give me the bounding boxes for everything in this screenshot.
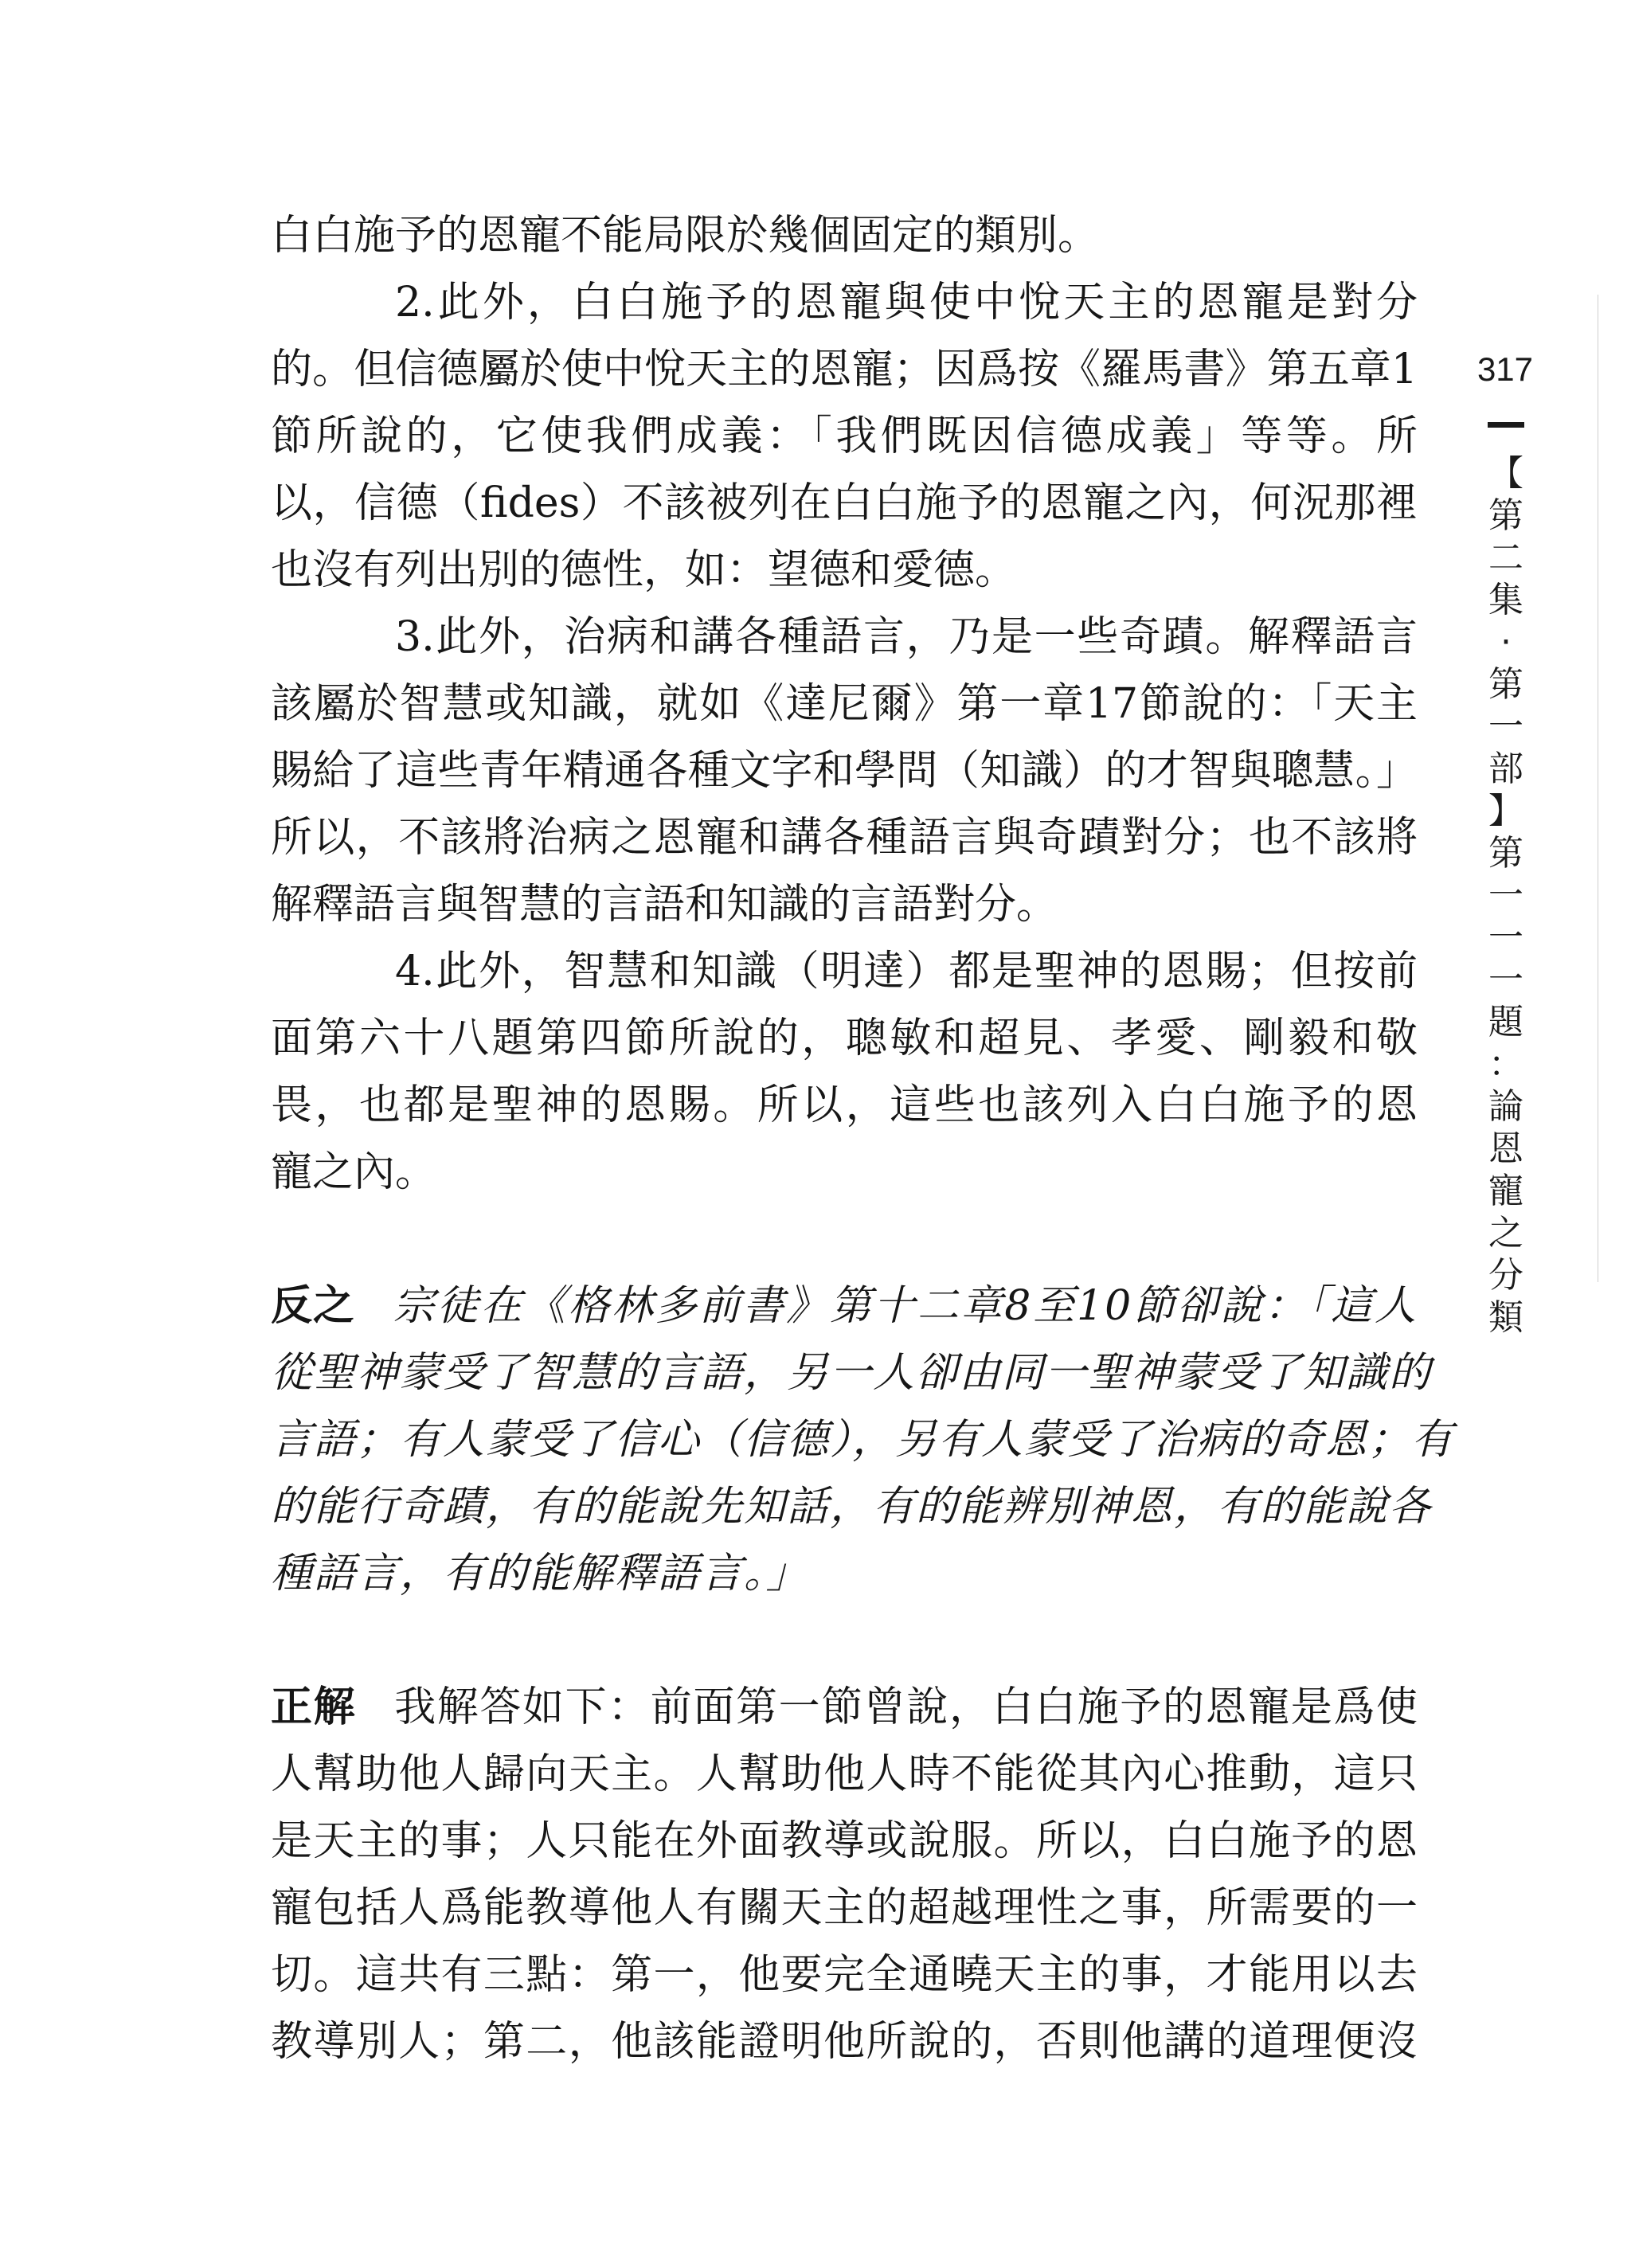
running-head-char: 題 — [1488, 1002, 1523, 1042]
running-head-char: 部 — [1488, 749, 1523, 789]
running-head-char: 第 — [1488, 495, 1523, 536]
running-head-char: 一 — [1488, 706, 1523, 747]
text-line: 賜給了這些青年精通各種文字和學問（知識）的才智與聰慧。」 — [271, 747, 1418, 795]
running-head-char: 之 — [1488, 1213, 1523, 1253]
running-head-char: 集 — [1488, 580, 1523, 620]
text-line: 的。但信德屬於使中悅天主的恩寵；因爲按《羅馬書》第五章1 — [271, 346, 1418, 393]
running-head-char: · — [1500, 622, 1512, 663]
running-head-char: 恩 — [1488, 1128, 1523, 1169]
page-number: 317 — [1477, 350, 1534, 388]
text-line: 白白施予的恩寵不能局限於幾個固定的類別。 — [271, 212, 1100, 260]
section-label-on-the-contrary: 反之 — [271, 1282, 355, 1330]
text-line: 寵包括人爲能教導他人有關天主的超越理性之事，所需要的一 — [271, 1884, 1418, 1932]
text-line: 是天主的事；人只能在外面教導或說服。所以，白白施予的恩 — [271, 1817, 1418, 1865]
running-head-char: 一 — [1488, 917, 1523, 958]
paragraph-gap — [271, 1206, 1418, 1273]
text-line: 教導別人；第二，他該能證明他所說的，否則他講的道理便沒 — [271, 2018, 1418, 2066]
running-head-char: 一 — [1488, 960, 1523, 1000]
section-label-answer: 正解 — [271, 1683, 357, 1731]
quote-text: 宗徒在《格林多前書》第十二章8至10節卻說：「這人 — [393, 1282, 1418, 1330]
running-head-char: 第 — [1488, 664, 1523, 705]
running-head-char: 一 — [1488, 875, 1523, 916]
text-line: 所以，不該將治病之恩寵和講各種語言與奇蹟對分；也不該將 — [271, 814, 1418, 862]
text-line-labeled — [271, 1273, 1418, 1339]
text-line: 3.此外，治病和講各種語言，乃是一些奇蹟。解釋語言 — [395, 613, 1418, 661]
running-head-char: 二 — [1488, 538, 1523, 578]
quote-line: 種語言，有的能解釋語言。」 — [271, 1550, 810, 1597]
text-line-labeled — [271, 1674, 1418, 1741]
text-line: 人幫助他人歸向天主。人幫助他人時不能從其內心推動，這只 — [271, 1750, 1418, 1798]
body-text — [271, 202, 1455, 2075]
text-line: 寵之內。 — [271, 1148, 437, 1196]
page-number-rule — [1488, 422, 1524, 428]
text-line: 4.此外，智慧和知識（明達）都是聖神的恩賜；但按前 — [395, 948, 1418, 995]
quote-line: 的能行奇蹟，有的能說先知話，有的能辨別神恩，有的能說各 — [271, 1483, 1433, 1531]
text-line: 2.此外，白白施予的恩寵與使中悅天主的恩寵是對分 — [395, 279, 1418, 327]
running-head-char: 】 — [1488, 791, 1523, 831]
text-line: 面第六十八題第四節所說的，聰敏和超見、孝愛、剛毅和敬 — [271, 1015, 1418, 1062]
running-head-char: 【 — [1488, 453, 1523, 494]
text-line: 切。這共有三點：第一，他要完全通曉天主的事，才能用以去 — [271, 1951, 1418, 1999]
paragraph-gap — [271, 1607, 1418, 1674]
quote-line: 言語；有人蒙受了信心（信德），另有人蒙受了治病的奇恩；有 — [271, 1416, 1455, 1464]
running-head — [1480, 452, 1532, 1339]
answer-text: 我解答如下：前面第一節曾說，白白施予的恩寵是爲使 — [394, 1683, 1418, 1731]
text-line: 節所說的，它使我們成義：「我們既因信德成義」等等。所 — [271, 413, 1418, 460]
quote-line: 從聖神蒙受了智慧的言語，另一人卻由同一聖神蒙受了知識的 — [271, 1349, 1433, 1397]
text-line: 解釋語言與智慧的言語和知識的言語對分。 — [271, 881, 1058, 929]
running-head-char: 分 — [1488, 1255, 1523, 1296]
running-head-char: 第 — [1488, 833, 1523, 874]
running-head-char: 寵 — [1488, 1171, 1523, 1211]
running-head-char: ： — [1488, 1044, 1523, 1085]
text-line: 該屬於智慧或知識，就如《達尼爾》第一章17節說的：「天主 — [271, 680, 1418, 728]
text-line: 也沒有列出別的德性，如：望德和愛德。 — [271, 546, 1017, 594]
running-head-char: 論 — [1488, 1086, 1523, 1127]
running-head-char: 類 — [1488, 1297, 1523, 1338]
text-line: 以，信德（fides）不該被列在白白施予的恩寵之內，何況那裡 — [271, 479, 1418, 527]
text-line: 畏，也都是聖神的恩賜。所以，這些也該列入白白施予的恩 — [271, 1081, 1418, 1129]
